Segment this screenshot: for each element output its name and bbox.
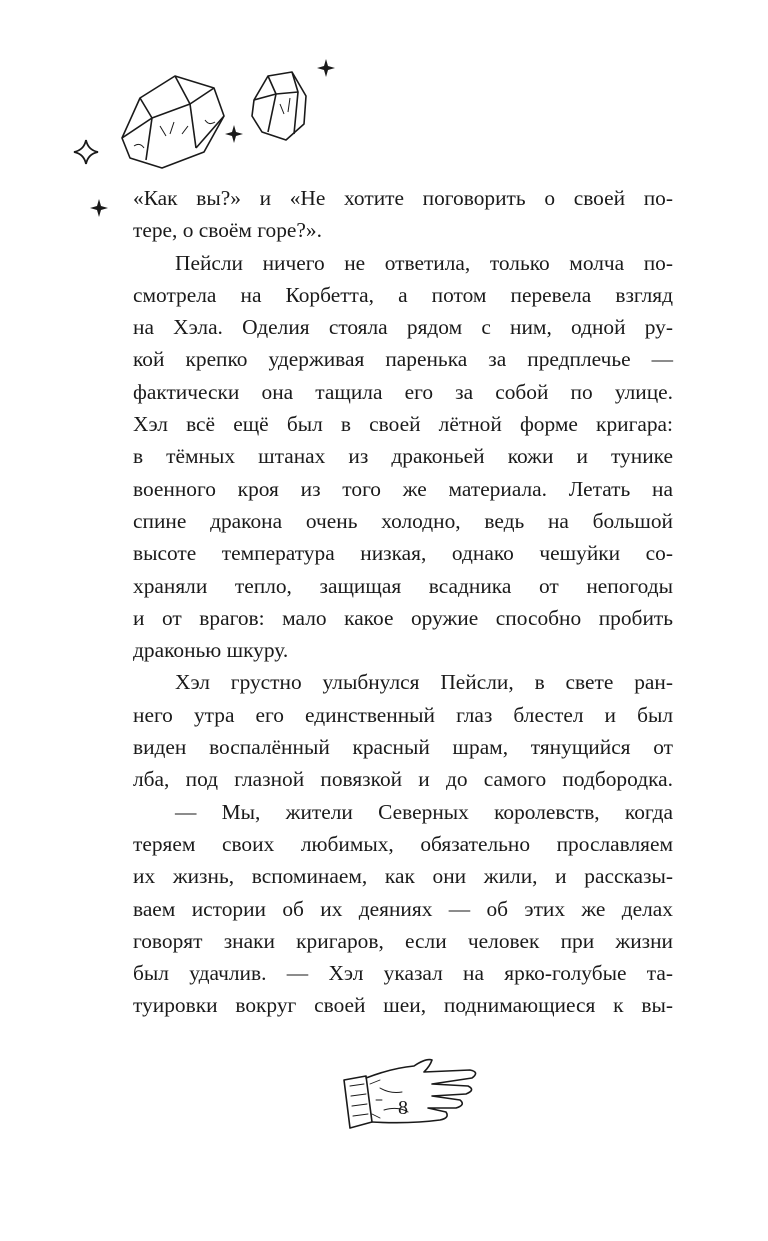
text-line: Хэл всё ещё был в своей лётной форме кригара:	[133, 412, 673, 437]
text-line: в тёмных штанах из драконьей кожи и тунике	[133, 444, 673, 469]
page-body	[133, 182, 673, 1022]
small-crystal-icon	[252, 72, 306, 140]
text-line: их жизнь, вспоминаем, как они жили, и рассказы-	[133, 864, 673, 889]
text-line: смотрела на Корбетта, а потом перевела взгляд	[133, 282, 673, 307]
text-line: него утра его единственный глаз блестел и был	[133, 702, 673, 727]
text-line: ваем истории об их деяниях — об этих же делах	[133, 896, 673, 921]
text-line: на Хэла. Оделия стояла рядом с ним, одной ру-	[133, 315, 673, 340]
text-line: Пейсли ничего не ответила, только молча по-	[175, 250, 673, 275]
text-line: «Как вы?» и «Не хотите поговорить о своей по-	[133, 186, 673, 210]
text-line: — Мы, жители Северных королевств, когда	[175, 799, 673, 824]
text-line: теряем своих любимых, обязательно прославляем	[133, 831, 673, 856]
text-line: тере, о своём горе?».	[133, 218, 322, 243]
text-line: высоте температура низкая, однако чешуйки со-	[133, 541, 673, 566]
text-line: лба, под глазной повязкой и до самого подбородка.	[133, 767, 673, 792]
pointing-hand-icon	[0, 1050, 768, 1140]
large-crystal-icon	[122, 76, 224, 168]
text-line: военного кроя из того же материала. Летать на	[133, 476, 673, 501]
text-line: храняли тепло, защищая всадника от непогоды	[133, 573, 673, 598]
text-line: был удачлив. — Хэл указал на ярко-голубые та-	[133, 961, 673, 986]
text-line: драконью шкуру.	[133, 638, 289, 663]
text-line: виден воспалённый красный шрам, тянущийся от	[133, 735, 673, 760]
text-line: кой крепко удерживая паренька за предплечье —	[133, 347, 673, 372]
text-line: спине дракона очень холодно, ведь на большой	[133, 508, 673, 533]
text-line: говорят знаки кригаров, если человек при жизни	[133, 928, 673, 953]
outline-sparkle-icon	[74, 140, 98, 164]
text-line: и от врагов: мало какое оружие способно пробить	[133, 605, 673, 630]
page-number: 8	[398, 1097, 408, 1119]
text-line: Хэл грустно улыбнулся Пейсли, в свете ран-	[175, 670, 673, 695]
text-line: фактически она тащила его за собой по улице.	[133, 379, 673, 404]
text-line: туировки вокруг своей шеи, поднимающиеся к вы-	[133, 993, 673, 1018]
